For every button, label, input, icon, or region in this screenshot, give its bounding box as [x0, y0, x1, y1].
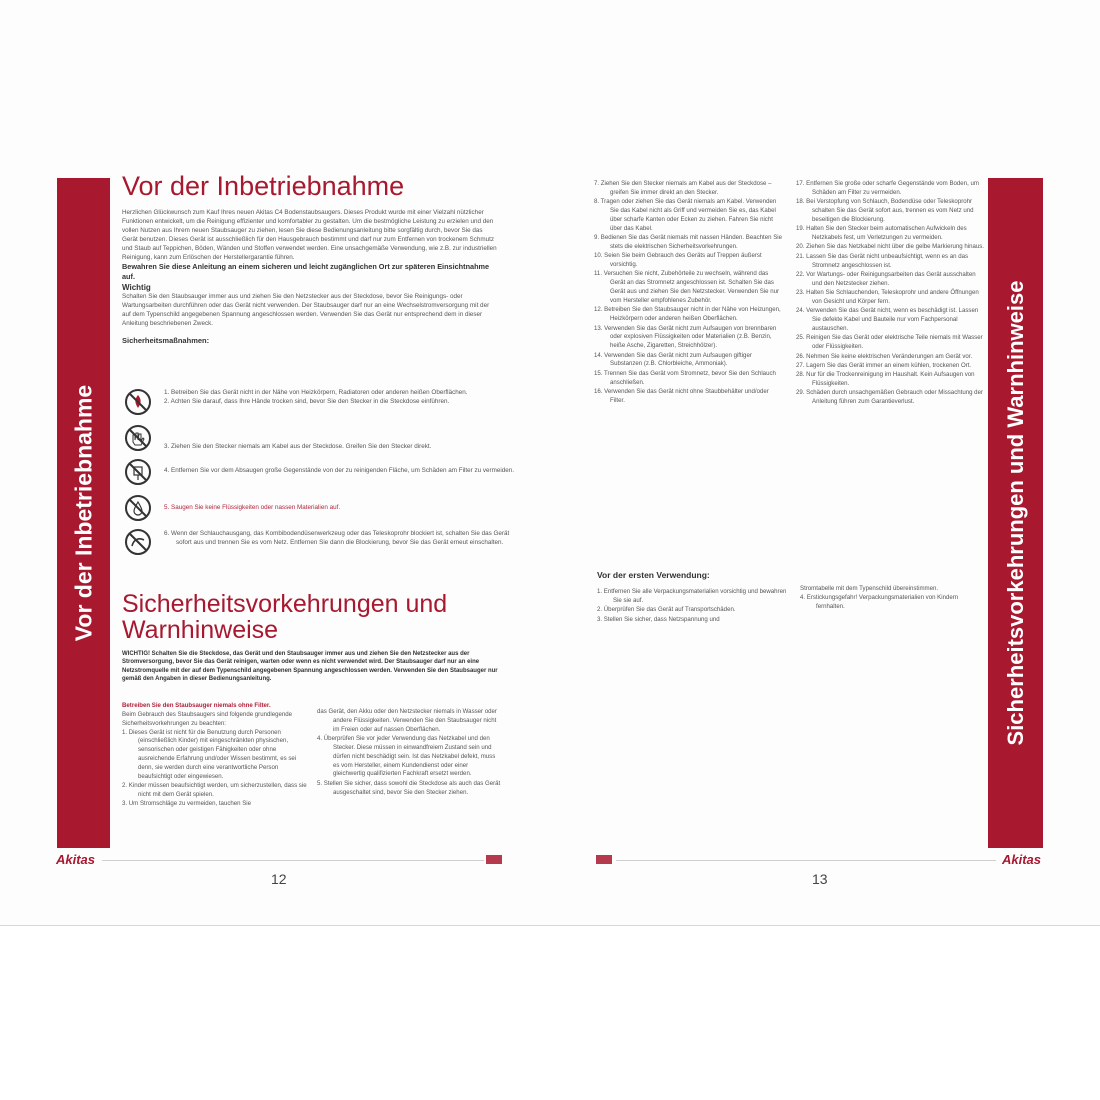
right-band-title: Sicherheitsvorkehrungen und Warnhinweise	[1002, 280, 1028, 746]
no-liquids-icon	[124, 494, 152, 522]
first-use-title: Vor der ersten Verwendung:	[597, 570, 710, 580]
col-c-item-14: 14. Verwenden Sie das Gerät nicht zum Aufsaugen giftiger Substanzen (z.B. Chlorbleiche, Ammoniak).	[594, 351, 752, 368]
col-a-item-3: 3. Um Stromschläge zu vermeiden, tauchen Sie	[122, 800, 252, 808]
warnings-column-b	[317, 708, 502, 798]
col-c-item-15: 15. Trennen Sie das Gerät vom Stromnetz, bevor Sie den Schlauch anschließen.	[594, 369, 776, 386]
intro-paragraph: Herzlichen Glückwunsch zum Kauf Ihres neuen Akitas C4 Bodenstaubsaugers. Dieses Produkt wurde mit einer Vielzahl nützlicher Funktionen entwickelt, um die Reinigung effizienter und komfortabler zu gestalten. Um die bestmögliche Leistung zu erzielen und den vollen Nutzen aus Ihrem neuen Staubsauger zu ziehen, lesen Sie diese Bedienungsanleitung bitte sorgfältig durch, bevor Sie das Gerät benutzen. Dieses Gerät ist ausschließlich für den Hausgebrauch bestimmt und darf nur zum Entfernen von trockenem Schmutz und Staub auf Teppichen, Böden, Wänden und Stoffen verwendet werden. Eine unsachgemäße Verwendung, wie z.B. zur industriellen Reinigung, kann zum Erlöschen der Herstellergarantie führen.	[122, 209, 497, 261]
col-d-item-20: 20. Ziehen Sie das Netzkabel nicht über die gelbe Markierung hinaus.	[796, 243, 985, 251]
col-d-item-17: 17. Entfernen Sie große oder scharfe Gegenstände vom Boden, um Schäden am Filter zu vermeiden.	[796, 180, 979, 196]
brand-logo-right: Akitas	[1002, 852, 1042, 867]
filter-warning: Betreiben Sie den Staubsauger niemals ohne Filter.	[122, 702, 271, 709]
safety-item-1: 1. Betreiben Sie das Gerät nicht in der Nähe von Heizkörpern, Radiatoren oder anderen heißen Oberflächen.	[164, 389, 468, 396]
no-wet-hands-icon	[124, 424, 152, 452]
col-c-item-8: 8. Tragen oder ziehen Sie das Gerät niemals am Kabel. Verwenden Sie das Kabel nicht als Griff und vermeiden Sie es, das Kabel über scharfe Kanten oder Ecken zu ziehen. Fahren Sie nicht über das Kabel.	[594, 198, 777, 232]
intro-text	[122, 209, 498, 347]
col-b-item-1: das Gerät, den Akku oder den Netzstecker niemals in Wasser oder andere Flüssigkeiten. Verwenden Sie den Staubsauger nicht im Freien oder auf nassen Oberflächen.	[317, 708, 497, 733]
col-d-item-25: 25. Reinigen Sie das Gerät oder elektrische Teile niemals mit Wasser oder Flüssigkeiten.	[796, 334, 983, 351]
col-d-item-21: 21. Lassen Sie das Gerät nicht unbeaufsichtigt, wenn es an das Stromnetz angeschlossen ist.	[796, 252, 969, 269]
safety-row-1	[124, 388, 494, 416]
safety-item-4: 4. Entfernen Sie vor dem Absaugen große Gegenstände von der zu reinigenden Fläche, um Schäden am Filter zu vermeiden.	[164, 467, 515, 474]
important-label: Wichtig	[122, 283, 151, 293]
col-c-item-12: 12. Betreiben Sie den Staubsauger nicht in der Nähe von Heizungen, Heizkörpern oder anderen heißen Oberflächen.	[594, 306, 781, 323]
page-number-right: 13	[812, 871, 828, 887]
col-d-item-27: 27. Lagern Sie das Gerät immer an einem kühlen, trockenen Ort.	[796, 361, 972, 369]
first-use-item-3: 3. Stellen Sie sicher, dass Netzspannung und	[597, 615, 720, 623]
col-d-item-28: 28. Nur für die Trockenreinigung im Haushalt. Kein Aufsaugen von Flüssigkeiten.	[796, 371, 975, 388]
safety-item-2: 2. Achten Sie darauf, dass Ihre Hände trocken sind, bevor Sie den Stecker in die Steckdose einführen.	[164, 398, 450, 405]
col-d-item-23: 23. Halten Sie Schlauchenden, Teleskoprohr und andere Öffnungen von Gesicht und Körper fern.	[796, 289, 979, 305]
warning-text: WICHTIG! Schalten Sie die Steckdose, das Gerät und den Staubsauger immer aus und ziehen Sie den Netzstecker aus der Stromversorgung, bevor Sie das Gerät reinigen, warten oder wenn es nicht verwendet wird. Der Staubsauger darf nur an eine Netzstromquelle mit der auf dem Typenschild angegebenen Spannung angeschlossen werden. Verwenden Sie den Staubsauger nur gemäß den Angaben in dieser Bedienungsanleitung.	[122, 651, 498, 683]
footer-marker-right	[596, 855, 612, 864]
safety-row-5	[124, 528, 514, 556]
warnings-column-c	[594, 180, 784, 406]
col-d-item-22: 22. Vor Wartungs- oder Reinigungsarbeiten das Gerät ausschalten und den Netzstecker ziehen.	[796, 270, 976, 287]
col-c-item-13: 13. Verwenden Sie das Gerät nicht zum Aufsaugen von brennbaren oder explosiven Flüssigkeiten oder Materialien (z.B. Benzin, heiße Asche, Zigaretten, Streichhölzer).	[594, 324, 777, 350]
col-a-item-2: 2. Kinder müssen beaufsichtigt werden, um sicherzustellen, dass sie nicht mit dem Gerät spielen.	[122, 782, 307, 798]
keep-note: Bewahren Sie diese Anleitung an einem sicheren und leicht zugänglichen Ort zur späteren Einsichtnahme auf.	[122, 262, 490, 282]
right-side-band	[988, 178, 1043, 848]
safety-row-3	[124, 458, 524, 486]
left-side-band	[57, 178, 110, 848]
no-blocked-hose-icon	[124, 528, 152, 556]
section-title	[122, 591, 447, 644]
first-use-item-3-cont: Stromtabelle mit dem Typenschild übereinstimmen.	[800, 585, 939, 592]
col-c-item-9: 9. Bedienen Sie das Gerät niemals mit nassen Händen. Beachten Sie stets die elektrischen Sicherheitsvorkehrungen.	[594, 234, 783, 250]
warnings-column-d	[796, 180, 984, 408]
no-pull-cord-icon	[124, 458, 152, 486]
section-title-line-2: Warnhinweise	[122, 616, 279, 645]
col-d-item-24: 24. Verwenden Sie das Gerät nicht, wenn es beschädigt ist. Lassen Sie defekte Kabel und Bauteile nur vom Fachpersonal austauschen.	[796, 307, 979, 332]
first-use-item-1: 1. Entfernen Sie alle Verpackungsmaterialien vorsichtig und bewahren Sie sie auf.	[597, 588, 787, 604]
first-use-column-a	[597, 588, 792, 625]
col-d-item-26: 26. Nehmen Sie keine elektrischen Veränderungen am Gerät vor.	[796, 352, 973, 360]
col-c-item-11: 11. Versuchen Sie nicht, Zubehörteile zu wechseln, während das Gerät an das Stromnetz angeschlossen ist. Schalten Sie das Gerät aus und ziehen Sie den Netzstecker. Verwenden Sie nur vom Hersteller empfohlenes Zubehör.	[594, 270, 780, 304]
safety-row-2	[124, 424, 524, 452]
col-c-item-16: 16. Verwenden Sie das Gerät nicht ohne Staubbehälter und/oder Filter.	[594, 387, 769, 404]
col-d-item-18: 18. Bei Verstopfung von Schlauch, Bodendüse oder Teleskoprohr schalten Sie das Gerät sofort aus, trennen es vom Netz und beseitigen die Blockierung.	[796, 198, 974, 223]
safety-item-5: 5. Saugen Sie keine Flüssigkeiten oder nassen Materialien auf.	[164, 504, 341, 511]
col-c-item-7: 7. Ziehen Sie den Stecker niemals am Kabel aus der Steckdose – greifen Sie immer direkt an den Stecker.	[594, 180, 772, 196]
section-title-line-1: Sicherheitsvorkehrungen und	[122, 590, 448, 618]
brand-logo-left: Akitas	[56, 852, 96, 867]
col-c-item-10: 10. Seien Sie beim Gebrauch des Geräts auf Treppen äußerst vorsichtig.	[594, 252, 762, 269]
safety-label: Sicherheitsmaßnahmen:	[122, 336, 210, 346]
col-a-intro: Beim Gebrauch des Staubsaugers sind folgende grundlegende Sicherheitsvorkehrungen zu beachten:	[122, 710, 293, 727]
safety-item-3: 3. Ziehen Sie den Stecker niemals am Kabel aus der Steckdose. Greifen Sie den Stecker direkt.	[164, 443, 432, 450]
col-b-item-3: 5. Stellen Sie sicher, dass sowohl die Steckdose als auch das Gerät ausgeschaltet sind, bevor Sie den Stecker ziehen.	[317, 779, 501, 796]
no-heat-icon	[124, 388, 152, 416]
page-number-left: 12	[271, 871, 287, 887]
left-band-title: Vor der Inbetriebnahme	[70, 384, 96, 642]
footer-rule-left	[102, 860, 484, 861]
col-b-item-2: 4. Überprüfen Sie vor jeder Verwendung das Netzkabel und den Stecker. Diese müssen in einwandfreiem Zustand sein und dürfen nicht beschädigt sein. Ist das Netzkabel defekt, muss es vom Hersteller, einem Kundendienst oder einer gleichwertig qualifizierten Fachkraft ersetzt werden.	[317, 735, 496, 778]
col-d-item-19: 19. Halten Sie den Stecker beim automatischen Aufwickeln des Netzkabels fest, um Verletzungen zu vermeiden.	[796, 225, 967, 242]
col-a-item-1: 1. Dieses Gerät ist nicht für die Benutzung durch Personen (einschließlich Kinder) mit eingeschränkten physischen, sensorischen oder geistigen Fähigkeiten oder ohne ausreichende Erfahrung und/oder Wissen bestimmt, es sei denn, sie werden durch eine verantwortliche Person beaufsichtigt oder eingewiesen.	[122, 728, 297, 780]
first-use-item-2: 2. Überprüfen Sie das Gerät auf Transportschäden.	[597, 606, 736, 614]
col-d-item-29: 29. Schäden durch unsachgemäßen Gebrauch oder Missachtung der Anleitung führen zum Garantieverlust.	[796, 389, 983, 406]
safety-row-4	[124, 494, 524, 522]
important-text: Schalten Sie den Staubsauger immer aus und ziehen Sie den Netzstecker aus der Steckdose, bevor Sie Reinigungs- oder Wartungsarbeiten durchführen oder das Gerät nicht verwenden. Der Staubsauger darf nur an eine Wechselstromversorgung mit der auf dem Typenschild angegebenen Spannung angeschlossen werden. Verwenden Sie das Gerät nur entsprechend dem in dieser Anleitung beschriebenen Zweck.	[122, 293, 490, 328]
first-use-item-4: 4. Erstickungsgefahr! Verpackungsmaterialien von Kindern fernhalten.	[800, 594, 959, 611]
safety-item-6: 6. Wenn der Schlauchausgang, das Kombibodendüsenwerkzeug oder das Teleskoprohr blockiert ist, schalten Sie das Gerät sofort aus und trennen Sie es vom Netz. Entfernen Sie dann die Blockierung, bevor Sie das Gerät erneut einschalten.	[164, 530, 510, 546]
first-use-column-b	[800, 585, 980, 613]
footer-rule-right	[616, 860, 996, 861]
warnings-column-a	[122, 702, 307, 810]
page-title: Vor der Inbetriebnahme	[122, 171, 405, 201]
footer-marker-left	[486, 855, 502, 864]
